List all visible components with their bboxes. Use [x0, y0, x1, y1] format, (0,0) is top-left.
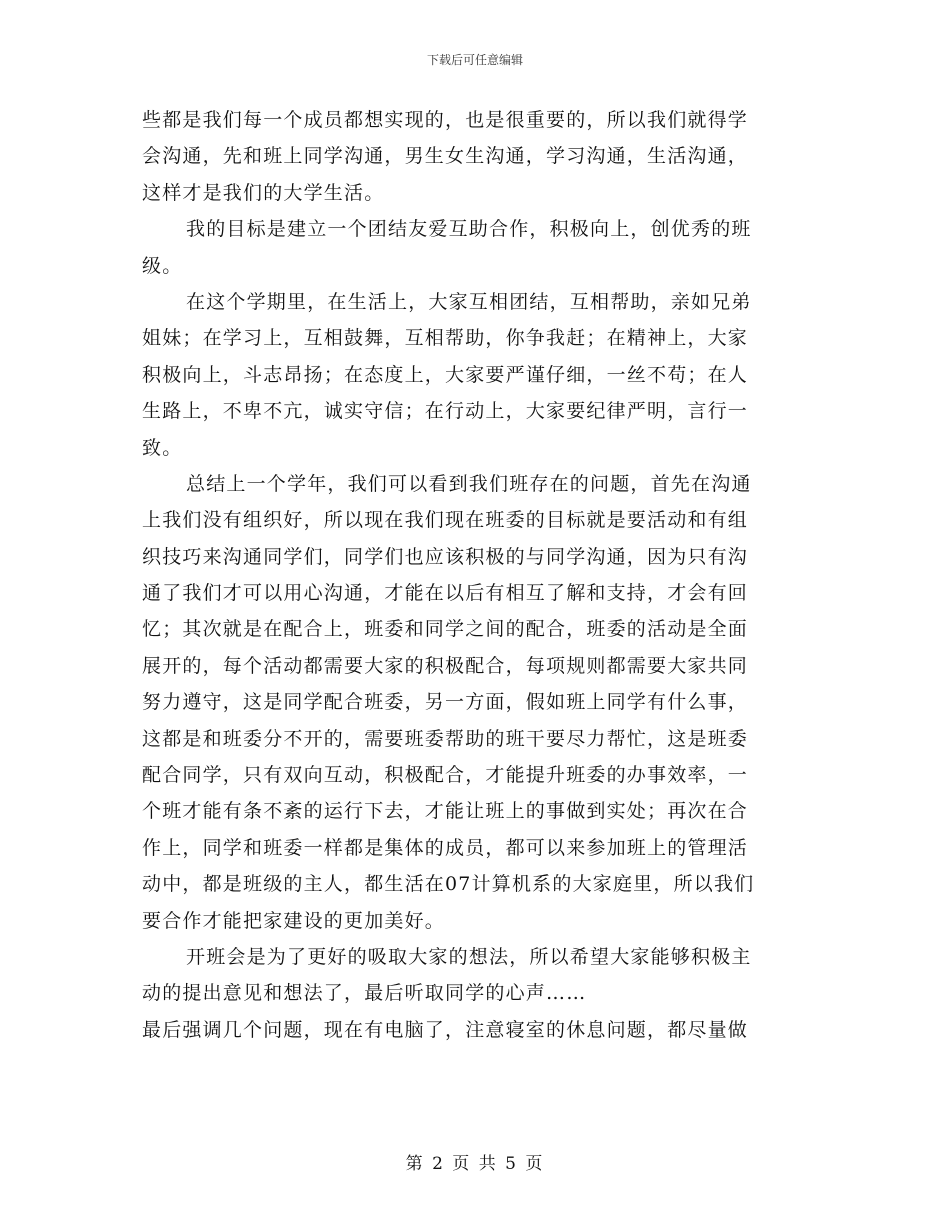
- body-line: 这都是和班委分不开的，需要班委帮助的班干要尽力帮忙，这是班委: [142, 727, 749, 750]
- body-line: 上我们没有组织好，所以现在我们现在班委的目标就是要活动和有组: [142, 509, 749, 532]
- body-line: 总结上一个学年，我们可以看到我们班存在的问题，首先在沟通: [186, 472, 752, 495]
- body-line: 致。: [142, 436, 183, 459]
- body-line: 我的目标是建立一个团结友爱互助合作，积极向上，创优秀的班: [186, 218, 752, 241]
- body-line: 些都是我们每一个成员都想实现的，也是很重要的，所以我们就得学: [142, 109, 749, 131]
- body-line: 动中，都是班级的主人，都生活在07计算机系的大家庭里，所以我们: [142, 873, 755, 896]
- body-line: 级。: [142, 254, 183, 277]
- body-line: 最后强调几个问题，现在有电脑了，注意寝室的休息问题，都尽量做: [142, 1018, 749, 1041]
- body-line: 这样才是我们的大学生活。: [142, 181, 385, 204]
- body-line: 积极向上，斗志昂扬；在态度上，大家要严谨仔细，一丝不苟；在人: [142, 363, 749, 386]
- body-line: 作上，同学和班委一样都是集体的成员，都可以来参加班上的管理活: [142, 836, 749, 859]
- body-line: 会沟通，先和班上同学沟通，男生女生沟通，学习沟通，生活沟通，: [142, 145, 749, 168]
- body-line: 努力遵守，这是同学配合班委，另一方面，假如班上同学有什么事，: [142, 691, 749, 714]
- body-line: 织技巧来沟通同学们，同学们也应该积极的与同学沟通，因为只有沟: [142, 545, 749, 568]
- body-line: 动的提出意见和想法了，最后听取同学的心声……: [142, 982, 587, 1005]
- body-line: 姐妹；在学习上，互相鼓舞，互相帮助，你争我赶；在精神上，大家: [142, 327, 749, 350]
- body-line: 开班会是为了更好的吸取大家的想法，所以希望大家能够积极主: [186, 945, 752, 968]
- page-header: 下载后可任意编辑: [426, 53, 523, 67]
- body-line: 配合同学，只有双向互动，积极配合，才能提升班委的办事效率，一: [142, 764, 749, 787]
- document-body: [142, 102, 798, 1048]
- page-number-footer: 第 2 页 共 5 页: [405, 1154, 545, 1174]
- body-line: 要合作才能把家建设的更加美好。: [142, 909, 446, 932]
- body-line: 忆；其次就是在配合上，班委和同学之间的配合，班委的活动是全面: [142, 618, 749, 641]
- body-line: 个班才能有条不紊的运行下去，才能让班上的事做到实处；再次在合: [142, 800, 749, 823]
- body-line: 在这个学期里，在生活上，大家互相团结，互相帮助，亲如兄弟: [186, 290, 752, 313]
- body-line: 通了我们才可以用心沟通，才能在以后有相互了解和支持，才会有回: [142, 582, 749, 605]
- body-line: 生路上，不卑不亢，诚实守信；在行动上，大家要纪律严明，言行一: [142, 400, 749, 423]
- body-line: 展开的，每个活动都需要大家的积极配合，每项规则都需要大家共同: [142, 654, 749, 677]
